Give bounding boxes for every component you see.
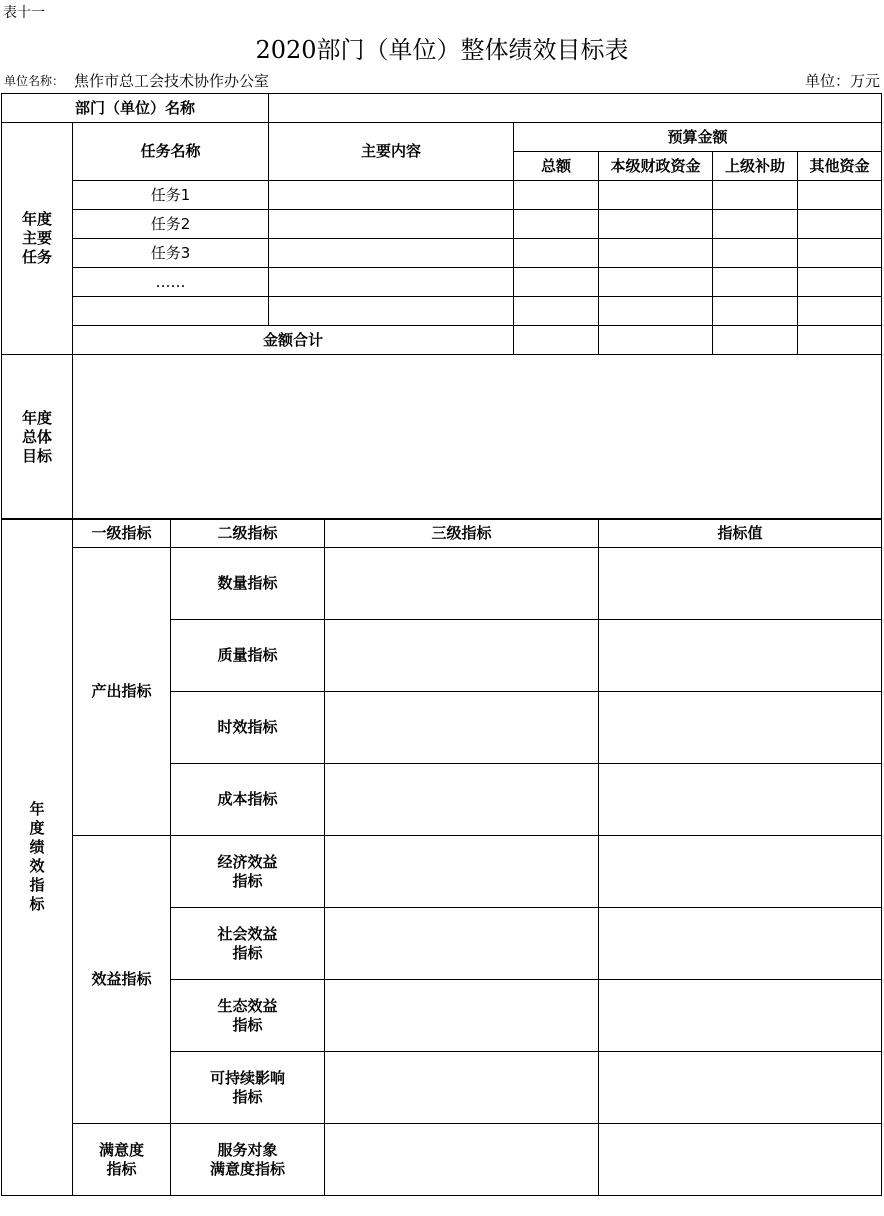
task-name-header: 任务名称 — [73, 123, 269, 181]
overall-goal-value[interactable] — [73, 355, 882, 520]
budget-cell[interactable] — [798, 210, 882, 239]
task-name-cell: …… — [73, 268, 269, 297]
indicator-value-cell[interactable] — [599, 764, 882, 836]
budget-cell[interactable] — [798, 297, 882, 326]
timeliness-indicator-label: 时效指标 — [171, 692, 325, 764]
indicator-value-cell[interactable] — [599, 908, 882, 980]
task-content-cell[interactable] — [269, 181, 514, 210]
output-indicators-label: 产出指标 — [73, 548, 171, 836]
budget-superior-subsidy-header: 上级补助 — [713, 152, 798, 181]
budget-cell[interactable] — [798, 181, 882, 210]
amount-total-label: 金额合计 — [73, 326, 514, 355]
budget-total-header: 总额 — [514, 152, 599, 181]
unit-name-value: 焦作市总工会技术协作办公室 — [74, 72, 270, 90]
budget-cell[interactable] — [713, 181, 798, 210]
quality-indicator-label: 质量指标 — [171, 620, 325, 692]
ecological-benefit-indicator-label: 生态效益 指标 — [171, 980, 325, 1052]
indicator-value-cell[interactable] — [599, 836, 882, 908]
budget-cell[interactable] — [599, 181, 713, 210]
task-content-cell[interactable] — [269, 268, 514, 297]
budget-cell[interactable] — [599, 210, 713, 239]
level3-cell[interactable] — [325, 548, 599, 620]
total-budget-cell[interactable] — [514, 326, 599, 355]
total-budget-cell[interactable] — [798, 326, 882, 355]
economic-benefit-indicator-label: 经济效益 指标 — [171, 836, 325, 908]
budget-cell[interactable] — [713, 239, 798, 268]
main-content-header: 主要内容 — [269, 123, 514, 181]
satisfaction-indicators-label: 满意度 指标 — [73, 1124, 171, 1196]
task-name-cell[interactable] — [73, 297, 269, 326]
service-satisfaction-indicator-label: 服务对象 满意度指标 — [171, 1124, 325, 1196]
budget-local-fiscal-header: 本级财政资金 — [599, 152, 713, 181]
level3-cell[interactable] — [325, 836, 599, 908]
tasks-table — [1, 93, 882, 520]
task-name-cell: 任务3 — [73, 239, 269, 268]
annual-tasks-label: 年度 主要 任务 — [2, 123, 73, 355]
currency-unit-label: 单位：万元 — [804, 72, 880, 90]
budget-cell[interactable] — [713, 210, 798, 239]
benefit-indicators-label: 效益指标 — [73, 836, 171, 1124]
budget-cell[interactable] — [514, 297, 599, 326]
budget-cell[interactable] — [713, 297, 798, 326]
page-title: 2020部门（单位）整体绩效目标表 — [255, 36, 629, 64]
indicator-value-cell[interactable] — [599, 1052, 882, 1124]
budget-amount-header: 预算金额 — [514, 123, 882, 152]
cost-indicator-label: 成本指标 — [171, 764, 325, 836]
level3-cell[interactable] — [325, 692, 599, 764]
level3-cell[interactable] — [325, 620, 599, 692]
indicator-value-header: 指标值 — [599, 519, 882, 548]
budget-cell[interactable] — [514, 210, 599, 239]
budget-cell[interactable] — [514, 181, 599, 210]
indicator-value-cell[interactable] — [599, 1124, 882, 1196]
budget-other-funds-header: 其他资金 — [798, 152, 882, 181]
task-content-cell[interactable] — [269, 239, 514, 268]
level2-header: 二级指标 — [171, 519, 325, 548]
budget-cell[interactable] — [514, 239, 599, 268]
budget-cell[interactable] — [798, 268, 882, 297]
indicator-value-cell[interactable] — [599, 548, 882, 620]
budget-cell[interactable] — [599, 239, 713, 268]
indicator-value-cell[interactable] — [599, 980, 882, 1052]
level3-cell[interactable] — [325, 1124, 599, 1196]
total-budget-cell[interactable] — [599, 326, 713, 355]
indicator-value-cell[interactable] — [599, 620, 882, 692]
task-content-cell[interactable] — [269, 210, 514, 239]
overall-goal-label: 年度 总体 目标 — [2, 355, 73, 520]
level3-cell[interactable] — [325, 908, 599, 980]
dept-name-label: 部门（单位）名称 — [2, 94, 269, 123]
social-benefit-indicator-label: 社会效益 指标 — [171, 908, 325, 980]
budget-cell[interactable] — [514, 268, 599, 297]
budget-cell[interactable] — [599, 297, 713, 326]
task-content-cell[interactable] — [269, 297, 514, 326]
level3-cell[interactable] — [325, 980, 599, 1052]
sustainable-impact-indicator-label: 可持续影响 指标 — [171, 1052, 325, 1124]
total-budget-cell[interactable] — [713, 326, 798, 355]
level1-header: 一级指标 — [73, 519, 171, 548]
budget-cell[interactable] — [599, 268, 713, 297]
indicator-value-cell[interactable] — [599, 692, 882, 764]
dept-name-value[interactable] — [269, 94, 882, 123]
task-name-cell: 任务1 — [73, 181, 269, 210]
level3-cell[interactable] — [325, 1052, 599, 1124]
level3-header: 三级指标 — [325, 519, 599, 548]
annual-indicators-label: 年 度 绩 效 指 标 — [2, 519, 73, 1196]
unit-name-label: 单位名称： — [4, 74, 65, 88]
budget-cell[interactable] — [798, 239, 882, 268]
budget-cell[interactable] — [713, 268, 798, 297]
table-number-label: 表十一 — [3, 5, 45, 21]
task-name-cell: 任务2 — [73, 210, 269, 239]
indicators-table — [1, 518, 882, 1196]
quantity-indicator-label: 数量指标 — [171, 548, 325, 620]
level3-cell[interactable] — [325, 764, 599, 836]
